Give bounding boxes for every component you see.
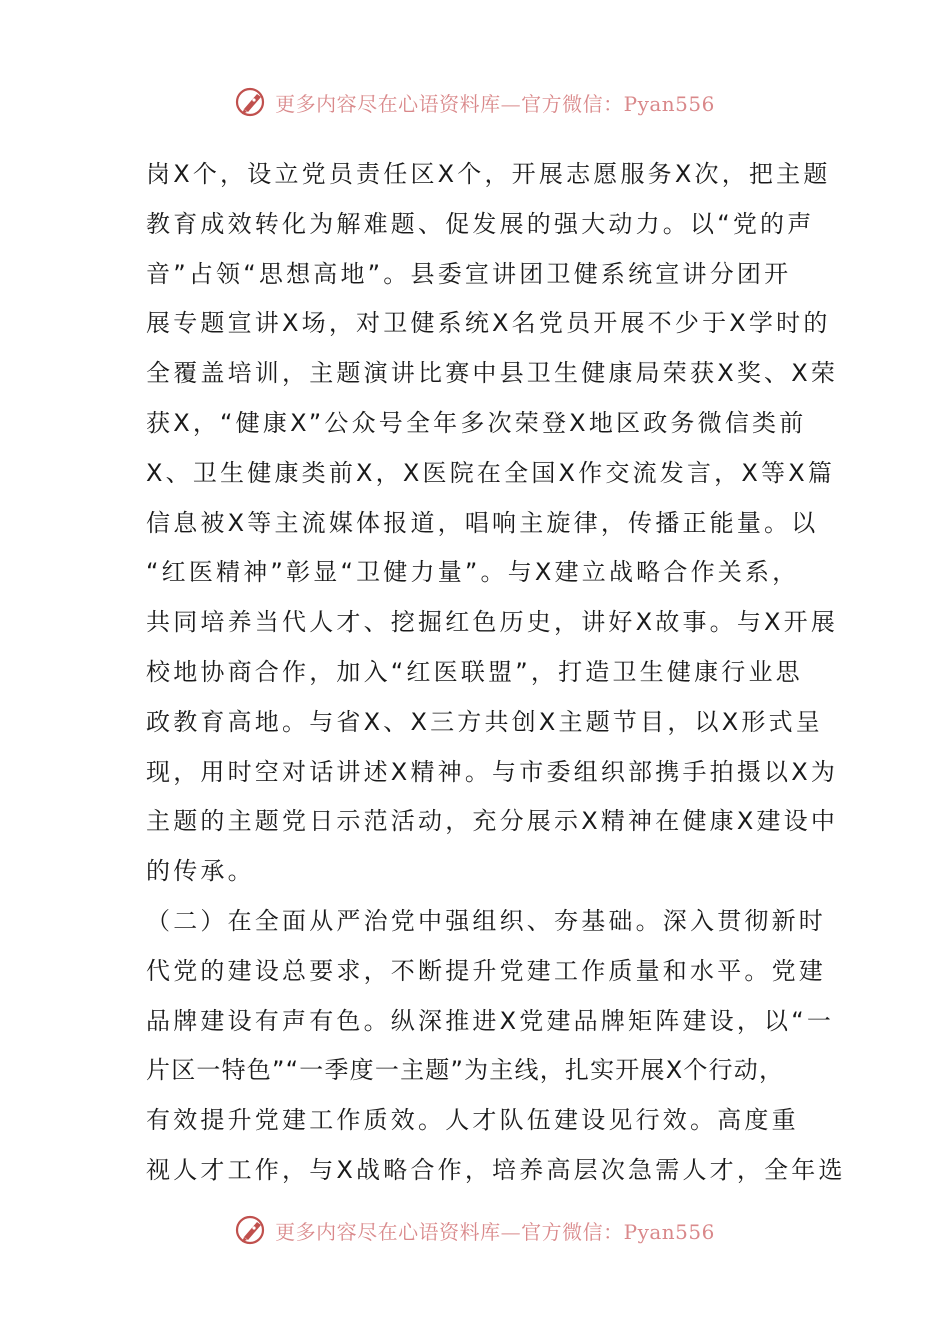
header-site-text: 更多内容尽在心语资料库 bbox=[275, 91, 501, 116]
body-line: “红医精神”彰显“卫健力量”。与X建立战略合作关系， bbox=[146, 558, 800, 587]
body-line: 获X，“健康X”公众号全年多次荣登X地区政务微信类前 bbox=[146, 408, 807, 437]
footer-site-text: 更多内容尽在心语资料库 bbox=[275, 1219, 501, 1244]
body-line: 有效提升党建工作质效。人才队伍建设见行效。高度重 bbox=[146, 1106, 799, 1135]
body-line: 现，用时空对话讲述X精神。与市委组织部携手拍摄以X为 bbox=[146, 757, 839, 786]
body-line: 全覆盖培训，主题演讲比赛中县卫生健康局荣获X奖、X荣 bbox=[146, 359, 839, 388]
footer-contact-text: 官方微信：Pyan556 bbox=[521, 1219, 715, 1244]
body-line: 共同培养当代人才、挖掘红色历史，讲好X故事。与X开展 bbox=[146, 608, 839, 637]
body-line: 的传承。 bbox=[146, 857, 255, 886]
body-line: 岗X个，设立党员责任区X个，开展志愿服务X次，把主题 bbox=[146, 160, 831, 188]
header-separator: — bbox=[500, 91, 522, 116]
body-line: 政教育高地。与省X、X三方共创X主题节目，以X形式呈 bbox=[146, 707, 823, 736]
header-contact-text: 官方微信：Pyan556 bbox=[521, 91, 715, 116]
body-line: 校地协商合作，加入“红医联盟”，打造卫生健康行业思 bbox=[146, 657, 803, 686]
body-line: 展专题宣讲X场，对卫健系统X名党员开展不少于X学时的 bbox=[146, 309, 831, 338]
document-body bbox=[146, 150, 846, 1196]
body-line: 代党的建设总要求，不断提升党建工作质量和水平。党建 bbox=[146, 956, 826, 985]
footer-banner bbox=[0, 1210, 950, 1250]
footer-separator: — bbox=[500, 1219, 522, 1244]
body-line: 教育成效转化为解难题、促发展的强大动力。以“党的声 bbox=[146, 209, 815, 238]
body-line: 品牌建设有声有色。纵深推进X党建品牌矩阵建设，以“一 bbox=[146, 1006, 835, 1035]
footer-banner-text bbox=[275, 1216, 715, 1245]
body-line: 主题的主题党日示范活动，充分展示X精神在健康X建设中 bbox=[146, 807, 839, 836]
body-line: 信息被X等主流媒体报道，唱响主旋律，传播正能量。以 bbox=[146, 508, 819, 537]
pen-nib-icon bbox=[235, 1213, 269, 1247]
pen-nib-icon bbox=[235, 85, 269, 119]
header-banner bbox=[0, 82, 950, 122]
body-line: 音”占领“思想高地”。县委宣讲团卫健系统宣讲分团开 bbox=[146, 259, 792, 288]
section-heading-line: （二）在全面从严治党中强组织、夯基础。深入贯彻新时 bbox=[146, 906, 826, 935]
body-line: 视人才工作，与X战略合作，培养高层次急需人才，全年选 bbox=[146, 1155, 846, 1184]
body-line: X、卫生健康类前X，X医院在全国X作交流发言，X等X篇 bbox=[146, 458, 836, 487]
header-banner-text bbox=[275, 88, 715, 117]
body-line: 片区一特色”“一季度一主题”为主线，扎实开展X个行动， bbox=[146, 1056, 785, 1085]
